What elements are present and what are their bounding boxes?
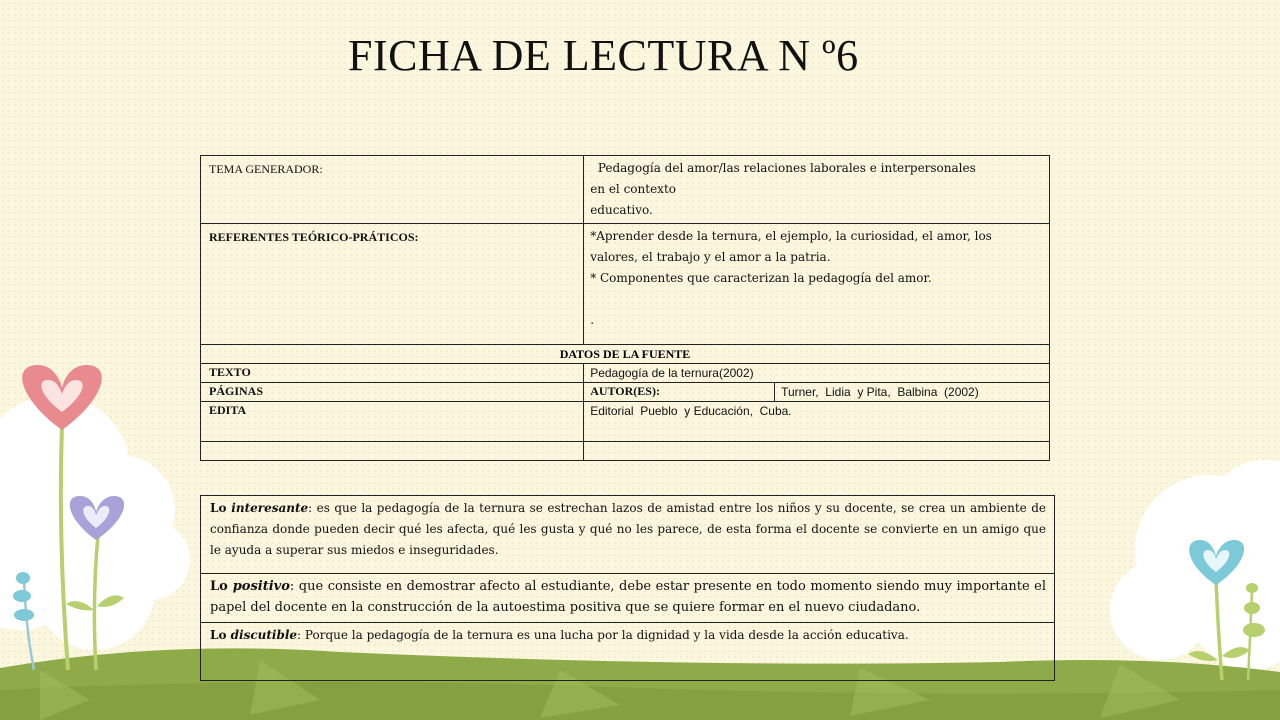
table-row xyxy=(201,345,1050,364)
positivo-lead: Lo xyxy=(210,579,233,594)
discutible-key: discutible xyxy=(230,628,298,642)
tema-line: en el contexto xyxy=(590,182,676,196)
pink-heart-flower-icon xyxy=(22,365,102,670)
edita-value: Editorial Pueblo y Educación, Cuba. xyxy=(584,402,1050,442)
texto-value: Pedagogía de la ternura(2002) xyxy=(584,364,1050,383)
table-row xyxy=(201,156,1050,224)
table-row xyxy=(201,623,1055,681)
referentes-line xyxy=(590,289,1043,310)
positivo-text: : que consiste en demostrar afecto al estudiante, debe estar presente en todo momento siendo muy importante el papel del docente en la construcción de la autoestima positiva que se quiere formar en el nuevo ciudadano. xyxy=(210,579,1046,615)
referentes-label: REFERENTES TEÓRICO-PRÁTICOS: xyxy=(201,224,584,345)
table-row xyxy=(201,383,1050,402)
discutible-text: : Porque la pedagogía de la ternura es una lucha por la dignidad y la vida desde la acción educativa. xyxy=(297,628,909,642)
interesante-cell xyxy=(201,496,1055,574)
discutible-cell xyxy=(201,623,1055,681)
interesante-key: interesante xyxy=(231,501,309,515)
table-row xyxy=(201,402,1050,442)
tema-line: educativo. xyxy=(590,203,653,217)
table-row xyxy=(201,442,1050,461)
tema-value xyxy=(584,156,1050,224)
left-cloud xyxy=(0,395,190,650)
referentes-line: *Aprender desde la ternura, el ejemplo, la curiosidad, el amor, los xyxy=(590,229,992,243)
tema-line: Pedagogía del amor/las relaciones laborales e interpersonales xyxy=(590,161,976,175)
tema-label: TEMA GENERADOR: xyxy=(201,156,584,224)
grass-hill-shade xyxy=(0,682,1280,720)
analysis-table xyxy=(200,495,1055,681)
blue-buds-left-icon xyxy=(13,572,34,670)
green-buds-right-icon xyxy=(1243,583,1265,680)
empty-cell xyxy=(584,442,1050,461)
discutible-lead: Lo xyxy=(210,628,231,642)
right-cloud xyxy=(1110,460,1280,670)
cyan-heart-flower-icon xyxy=(1188,540,1250,680)
positivo-cell xyxy=(201,574,1055,623)
paginas-label: PÁGINAS xyxy=(201,383,584,402)
referentes-line: valores, el trabajo y el amor a la patria. xyxy=(590,250,831,264)
page-title: FICHA DE LECTURA N º6 xyxy=(348,31,859,80)
datos-header: DATOS DE LA FUENTE xyxy=(201,345,1050,364)
referentes-line: * Componentes que caracterizan la pedagogía del amor. xyxy=(590,271,932,285)
positivo-key: positivo xyxy=(232,579,290,594)
empty-cell xyxy=(201,442,584,461)
autor-value: Turner, Lidia y Pita, Balbina (2002) xyxy=(775,383,1050,402)
reading-card-table xyxy=(200,155,1050,461)
referentes-value xyxy=(584,224,1050,345)
table-row xyxy=(201,224,1050,345)
edita-label: EDITA xyxy=(201,402,584,442)
table-row xyxy=(201,574,1055,623)
texto-label: TEXTO xyxy=(201,364,584,383)
referentes-line: . xyxy=(590,313,595,327)
interesante-lead: Lo xyxy=(210,501,232,515)
interesante-text: : es que la pedagogía de la ternura se estrechan lazos de amistad entre los niños y su docente, se crea un ambiente de confianza donde pueden decir qué les afecta, qué les gusta y qué no les parece, de esta forma el docente se convierte en un amigo que le ayuda a superar sus miedos e inseguridades. xyxy=(210,501,1046,557)
table-row xyxy=(201,496,1055,574)
table-row xyxy=(201,364,1050,383)
autor-label: AUTOR(ES): xyxy=(584,383,775,402)
lilac-heart-flower-icon xyxy=(66,496,124,670)
